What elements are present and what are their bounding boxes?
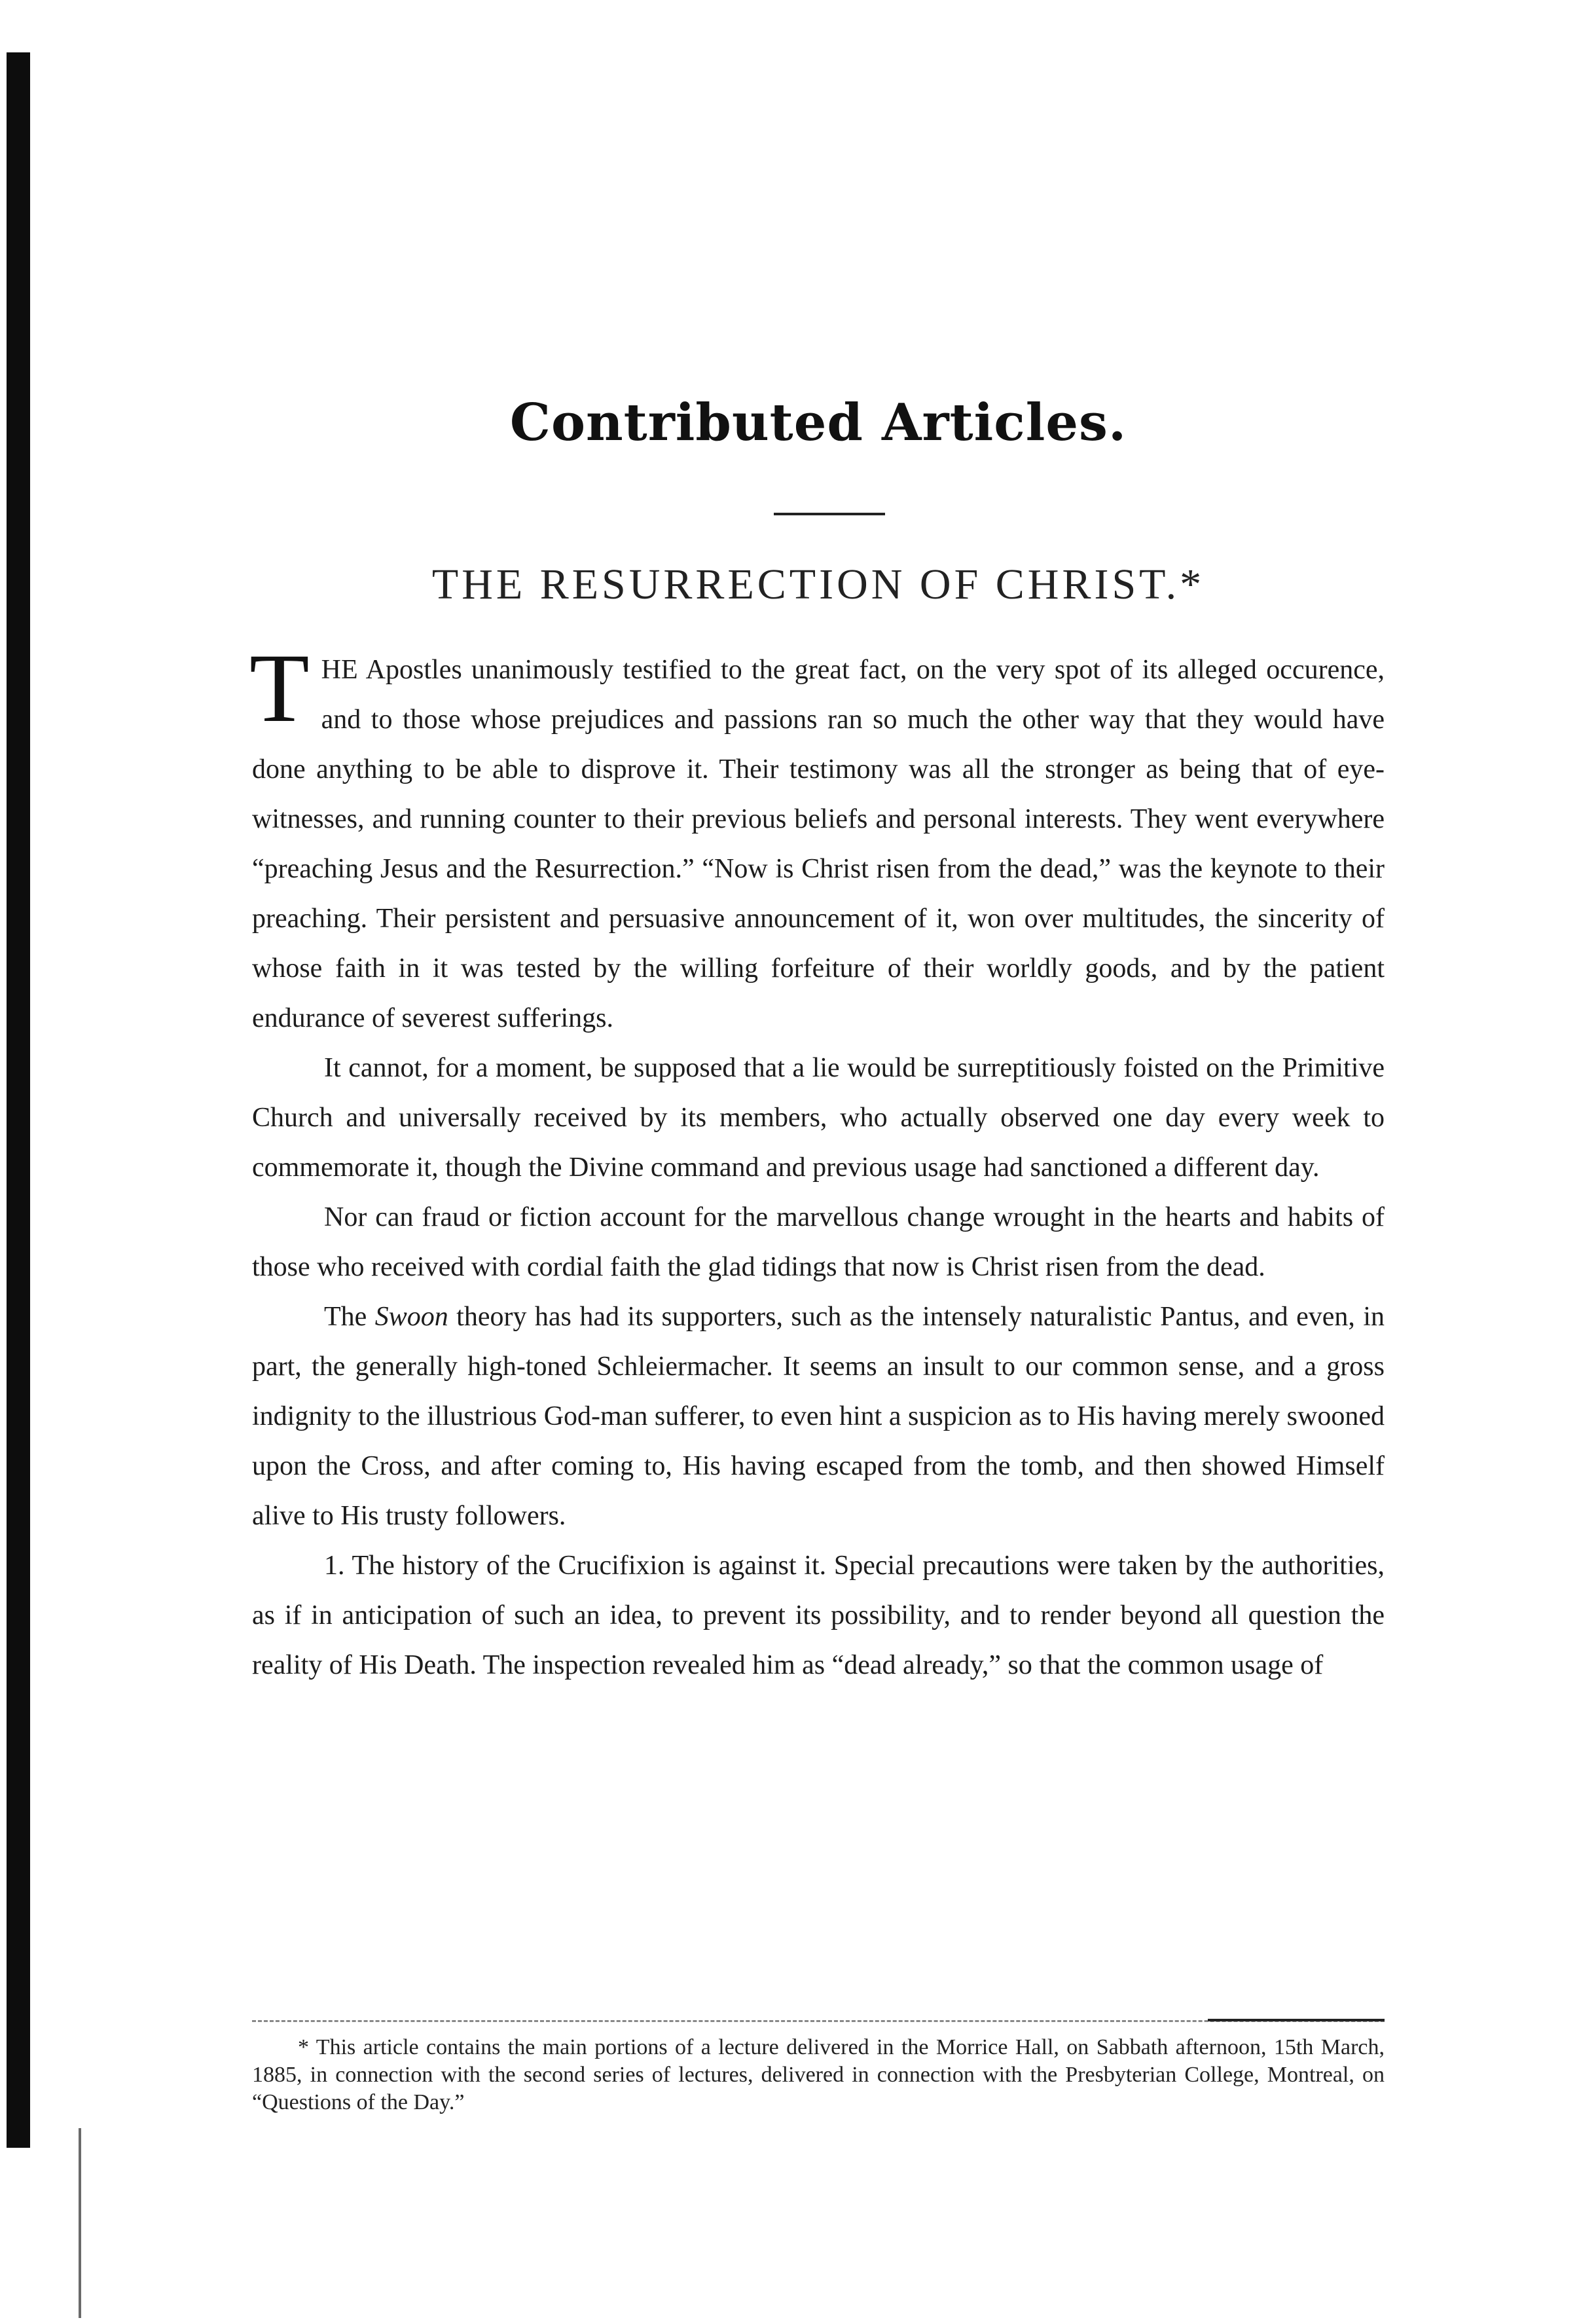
page-binding-edge xyxy=(7,52,30,2148)
article-body xyxy=(249,634,1385,1690)
drop-cap: T xyxy=(249,634,310,743)
paragraph-2: It cannot, for a moment, be supposed that a lie would be surreptitiously foisted on the Primitive Church and universally received by its members, who actually observed one day every week to commemorate it, though the Divine command and previous usage had sanctioned a different day. xyxy=(252,1053,1385,1183)
paragraph-4-text: theory has had its supporters, such as the intensely naturalistic Pantus, and even, in part, the generally high-toned Schleiermacher. It seems an insult to our common sense, and a gross indignity to the illustrious God-man sufferer, to even hint a suspicion as to His having merely swooned upon the Cross, and after coming to, His having escaped from the tomb, and then showed Himself alive to His trusty followers. xyxy=(252,1302,1385,1531)
paragraph-4-italic-term: Swoon xyxy=(374,1302,448,1332)
footnote-separator-solid xyxy=(1208,2019,1385,2021)
heading-divider xyxy=(774,513,885,515)
paragraph-1-text: HE Apostles unanimously testified to the great fact, on the very spot of its alleged occurence, and to those whose prejudices and passions ran so much the other way that they would have done anything to be able to disprove it. Their testimony was all the stronger as being that of eye-witnesses, and running counter to their previous beliefs and personal interests. They went everywhere “preaching Jesus and the Resurrection.” “Now is Christ risen from the dead,” was the keynote to their preaching. Their persistent and persuasive announcement of it, won over multitudes, the sincerity of whose faith in it was tested by the willing forfeiture of their worldly goods, and by the patient endurance of severest sufferings. xyxy=(252,655,1385,1033)
paragraph-4 xyxy=(252,1292,1385,1541)
paragraph-1 xyxy=(249,634,1385,1043)
page-binding-shadow xyxy=(79,2128,81,2318)
paragraph-5: 1. The history of the Crucifixion is against it. Special precautions were taken by the authorities, as if in anticipation of such an idea, to prevent its possibility, and to render beyond all question the reality of His Death. The inspection revealed him as “dead already,” so that the common usage of xyxy=(252,1551,1385,1680)
document-page xyxy=(249,0,1385,2320)
paragraph-4-lead: The xyxy=(324,1302,375,1332)
footnote-text: * This article contains the main portions of a lecture delivered in the Morrice Hall, on Sabbath afternoon, 15th March, 1885, in connection with the second series of lectures, delivered in connection with the Presbyterian College, Montreal, on “Questions of the Day.” xyxy=(252,2035,1385,2114)
section-heading: Contributed Articles. xyxy=(509,393,1127,452)
paragraph-3: Nor can fraud or fiction account for the marvellous change wrought in the hearts and habits of those who received with cordial faith the glad tidings that now is Christ risen from the dead. xyxy=(252,1202,1385,1282)
article-title: THE RESURRECTION OF CHRIST.* xyxy=(431,561,1205,608)
footnote xyxy=(252,2034,1385,2116)
